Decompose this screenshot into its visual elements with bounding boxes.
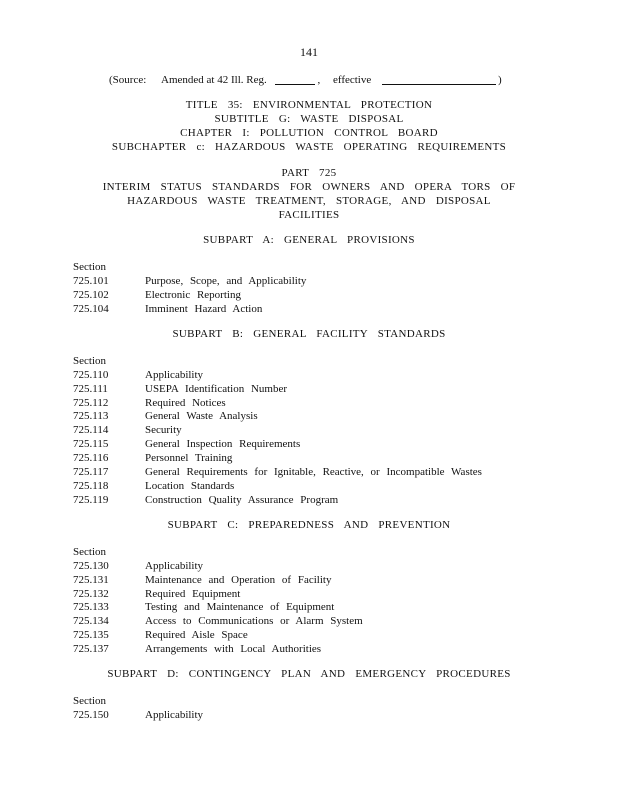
section-number: 725.137 — [73, 643, 109, 655]
source-close: ) — [498, 74, 502, 86]
part-title-line-1: INTERIM STATUS STANDARDS FOR OWNERS AND OPERA TORS OF — [102, 181, 516, 193]
section-number: 725.133 — [73, 601, 109, 613]
section-title: Required Equipment — [145, 588, 241, 600]
source-amended: Amended at 42 Ill. Reg. — [161, 74, 267, 86]
source-note — [109, 74, 502, 86]
subpart-a-heading: SUBPART A: GENERAL PROVISIONS — [203, 234, 415, 246]
subtitle-heading: SUBTITLE G: WASTE DISPOSAL — [214, 113, 404, 125]
section-number: 725.135 — [73, 629, 109, 641]
section-number: 725.134 — [73, 615, 109, 627]
section-number: 725.132 — [73, 588, 109, 600]
title-heading: TITLE 35: ENVIRONMENTAL PROTECTION — [185, 99, 433, 111]
subpart-b-heading: SUBPART B: GENERAL FACILITY STANDARDS — [172, 328, 446, 340]
section-title: USEPA Identification Number — [145, 383, 288, 395]
chapter-heading: CHAPTER I: POLLUTION CONTROL BOARD — [180, 127, 438, 139]
subpart-d-heading: SUBPART D: CONTINGENCY PLAN AND EMERGENCY PROCEDURES — [107, 668, 511, 680]
section-number: 725.110 — [73, 369, 109, 381]
section-number: 725.101 — [73, 275, 109, 287]
section-title: Arrangements with Local Authorities — [145, 643, 322, 655]
section-title: Construction Quality Assurance Program — [145, 494, 339, 506]
section-number: 725.104 — [73, 303, 109, 315]
section-title: Security — [145, 424, 182, 436]
section-title: Electronic Reporting — [145, 289, 241, 301]
section-label: Section — [73, 355, 106, 367]
section-title: Location Standards — [145, 480, 235, 492]
section-title: Applicability — [145, 709, 204, 721]
source-comma: , — [317, 74, 321, 86]
section-number: 725.117 — [73, 466, 109, 478]
section-number: 725.112 — [73, 397, 109, 409]
section-number: 725.114 — [73, 424, 109, 436]
section-number: 725.113 — [73, 410, 109, 422]
subchapter-heading: SUBCHAPTER c: HAZARDOUS WASTE OPERATING REQUIREMENTS — [111, 141, 507, 153]
section-title: Testing and Maintenance of Equipment — [145, 601, 335, 613]
section-number: 725.118 — [73, 480, 109, 492]
section-title: General Waste Analysis — [145, 410, 258, 422]
part-title-line-2: HAZARDOUS WASTE TREATMENT, STORAGE, AND DISPOSAL — [127, 195, 491, 207]
section-title: General Inspection Requirements — [145, 438, 301, 450]
section-number: 725.111 — [73, 383, 108, 395]
section-number: 725.115 — [73, 438, 109, 450]
section-label: Section — [73, 546, 106, 558]
page-number: 141 — [300, 45, 318, 59]
source-open: (Source: — [109, 74, 147, 86]
section-title: Required Notices — [145, 397, 226, 409]
section-number: 725.119 — [73, 494, 109, 506]
section-label: Section — [73, 695, 106, 707]
section-title: Purpose, Scope, and Applicability — [145, 275, 307, 287]
section-title: Applicability — [145, 560, 204, 572]
section-title: Access to Communications or Alarm System — [145, 615, 363, 627]
section-number: 725.150 — [73, 709, 109, 721]
section-number: 725.131 — [73, 574, 109, 586]
section-title: Required Aisle Space — [145, 629, 248, 641]
section-number: 725.102 — [73, 289, 109, 301]
section-title: General Requirements for Ignitable, Reactive, or Incompatible Wastes — [145, 466, 482, 478]
subpart-c-heading: SUBPART C: PREPAREDNESS AND PREVENTION — [167, 519, 451, 531]
section-label: Section — [73, 261, 106, 273]
part-heading: PART 725 — [281, 167, 337, 179]
section-number: 725.116 — [73, 452, 109, 464]
section-title: Maintenance and Operation of Facility — [145, 574, 332, 586]
section-title: Personnel Training — [145, 452, 233, 464]
part-title-line-3: FACILITIES — [278, 209, 340, 221]
register-blank — [275, 74, 315, 85]
section-title: Imminent Hazard Action — [145, 303, 263, 315]
source-effective: effective — [332, 74, 372, 86]
section-number: 725.130 — [73, 560, 109, 572]
effective-date-blank — [382, 74, 496, 85]
section-title: Applicability — [145, 369, 204, 381]
